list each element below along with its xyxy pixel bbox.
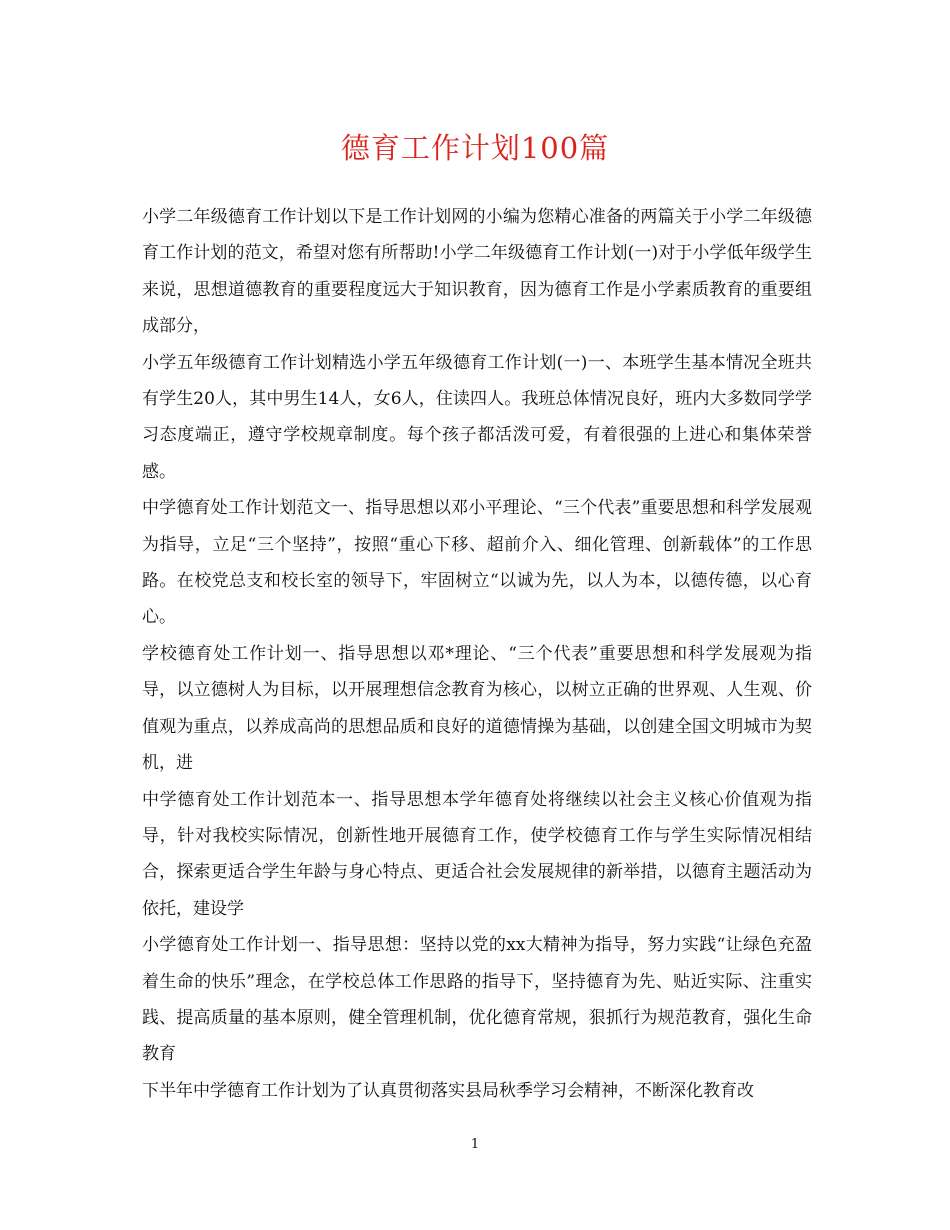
document-title: 德育工作计划100篇 xyxy=(340,131,610,165)
paragraph-6: 小学德育处工作计划一、指导思想：坚持以党的xx大精神为指导，努力实践“让绿色充盈着生命的快乐”理念，在学校总体工作思路的指导下，坚持德育为先、贴近实际、注重实践、提高质量的基本原则，健全管理机制，优化德育常规，狠抓行为规范教育，强化生命教育 xyxy=(142,935,812,1065)
paragraph-7: 下半年中学德育工作计划为了认真贯彻落实县局秋季学习会精神，不断深化教育改 xyxy=(142,1080,754,1101)
document-body xyxy=(142,199,812,1109)
paragraph-2: 小学五年级德育工作计划精选小学五年级德育工作计划(一)一、本班学生基本情况全班共有学生20人，其中男生14人，女6人，住读四人。我班总体情况良好，班内大多数同学学习态度端正，遵守学校规章制度。每个孩子都活泼可爱，有着很强的上进心和集体荣誉感。 xyxy=(142,352,812,482)
page-number: 1 xyxy=(470,1137,480,1152)
paragraph-1: 小学二年级德育工作计划以下是工作计划网的小编为您精心准备的两篇关于小学二年级德育工作计划的范文，希望对您有所帮助!小学二年级德育工作计划(一)对于小学低年级学生来说，思想道德教育的重要程度远大于知识教育，因为德育工作是小学素质教育的重要组成部分， xyxy=(142,207,812,337)
paragraph-5: 中学德育处工作计划范本一、指导思想本学年德育处将继续以社会主义核心价值观为指导，针对我校实际情况，创新性地开展德育工作，使学校德育工作与学生实际情况相结合，探索更适合学生年龄与身心特点、更适合社会发展规律的新举措，以德育主题活动为依托，建设学 xyxy=(142,789,812,919)
paragraph-3: 中学德育处工作计划范文一、指导思想以邓小平理论、“三个代表”重要思想和科学发展观为指导，立足“三个坚持”，按照“重心下移、超前介入、细化管理、创新载体”的工作思路。在校党总支和校长室的领导下，牢固树立“以诚为先，以人为本，以德传德，以心育心。 xyxy=(142,498,812,628)
paragraph-4: 学校德育处工作计划一、指导思想以邓*理论、“三个代表”重要思想和科学发展观为指导，以立德树人为目标，以开展理想信念教育为核心，以树立正确的世界观、人生观、价值观为重点，以养成高尚的思想品质和良好的道德情操为基础，以创建全国文明城市为契机，进 xyxy=(142,643,812,774)
